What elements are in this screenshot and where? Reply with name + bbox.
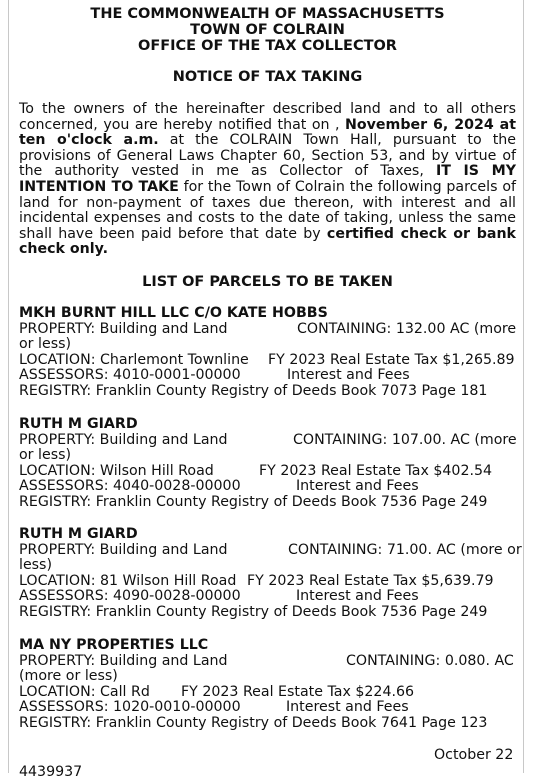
intro-date-time: November 6, 2024 at ten o'clock a.m. <box>19 116 516 149</box>
parcel-containing-cont: (more or less) <box>19 668 118 685</box>
parcel-block <box>19 306 516 400</box>
parcel-tax: FY 2023 Real Estate Tax $5,639.79 <box>247 572 494 589</box>
parcel-assessors: ASSESSORS: 4010-0001-00000 <box>19 367 241 384</box>
intro-text-1: To the owners of the hereinafter described land and to all others concerned, you are hereby notified that on , <box>19 101 516 133</box>
parcel-assessors: ASSESSORS: 1020-0010-00000 <box>19 699 241 716</box>
parcel-location: LOCATION: 81 Wilson Hill Road <box>19 572 237 589</box>
parcel-owner: MA NY PROPERTIES LLC <box>19 637 209 653</box>
header-town: TOWN OF COLRAIN <box>190 22 345 38</box>
intro-payment-method: certified check or bank check only. <box>19 225 516 258</box>
parcel-containing-cont: or less) <box>19 336 72 353</box>
right-margin-rule <box>523 0 524 773</box>
parcel-property: PROPERTY: Building and Land <box>19 541 228 558</box>
parcel-location: LOCATION: Call Rd <box>19 683 150 700</box>
notice-title: NOTICE OF TAX TAKING <box>172 69 363 85</box>
parcel-containing: CONTAINING: 132.00 AC (more <box>297 320 517 337</box>
footer-ad-id: 4439937 <box>19 764 83 780</box>
parcel-block <box>19 526 522 621</box>
parcel-interest: Interest and Fees <box>296 588 419 605</box>
intro-text-2: at the COLRAIN Town Hall, pursuant to the provisions of General Laws Chapter 60, Section 53, and by virtue of the authority vested in me as Collector of Taxes, <box>19 132 516 180</box>
header-commonwealth: THE COMMONWEALTH OF MASSACHUSETTS <box>90 6 445 22</box>
parcel-block <box>19 417 516 511</box>
parcel-registry: REGISTRY: Franklin County Registry of Deeds Book 7641 Page 123 <box>19 714 488 731</box>
parcel-property: PROPERTY: Building and Land <box>19 431 228 448</box>
header-office: OFFICE OF THE TAX COLLECTOR <box>138 38 397 54</box>
parcel-owner: RUTH M GIARD <box>19 526 138 542</box>
parcel-interest: Interest and Fees <box>286 699 409 716</box>
parcel-assessors: ASSESSORS: 4040-0028-00000 <box>19 478 241 495</box>
parcel-owner: MKH BURNT HILL LLC C/O KATE HOBBS <box>19 305 328 321</box>
parcel-containing-cont: less) <box>19 557 52 574</box>
footer-date: October 22 <box>434 747 514 763</box>
parcel-property: PROPERTY: Building and Land <box>19 320 228 337</box>
intro-paragraph <box>19 102 516 258</box>
parcel-location: LOCATION: Charlemont Townline <box>19 351 249 368</box>
parcel-registry: REGISTRY: Franklin County Registry of Deeds Book 7536 Page 249 <box>19 603 488 620</box>
left-margin-rule <box>8 0 9 773</box>
parcel-property: PROPERTY: Building and Land <box>19 652 228 669</box>
parcel-block <box>19 638 516 732</box>
intro-text-3: for the Town of Colrain the following parcels of land for non-payment of taxes due thereon, with interest and all incidental expenses and costs to the date of taking, unless the same shall have been paid before that date by <box>19 178 516 242</box>
list-title: LIST OF PARCELS TO BE TAKEN <box>142 274 393 290</box>
parcel-assessors: ASSESSORS: 4090-0028-00000 <box>19 588 241 605</box>
parcel-location: LOCATION: Wilson Hill Road <box>19 462 214 479</box>
parcel-tax: FY 2023 Real Estate Tax $1,265.89 <box>268 351 515 368</box>
parcel-tax: FY 2023 Real Estate Tax $402.54 <box>259 462 493 479</box>
parcel-containing: CONTAINING: 107.00. AC (more <box>293 431 517 448</box>
parcel-containing: CONTAINING: 71.00. AC (more or <box>288 541 522 558</box>
parcel-interest: Interest and Fees <box>287 367 410 384</box>
parcel-interest: Interest and Fees <box>296 478 419 495</box>
parcel-containing: CONTAINING: 0.080. AC <box>346 652 514 669</box>
parcel-owner: RUTH M GIARD <box>19 416 138 432</box>
parcel-registry: REGISTRY: Franklin County Registry of Deeds Book 7536 Page 249 <box>19 493 488 510</box>
intro-intention: IT IS MY INTENTION TO TAKE <box>19 163 516 195</box>
parcel-containing-cont: or less) <box>19 447 72 464</box>
parcel-tax: FY 2023 Real Estate Tax $224.66 <box>181 683 415 700</box>
parcel-registry: REGISTRY: Franklin County Registry of Deeds Book 7073 Page 181 <box>19 382 488 399</box>
